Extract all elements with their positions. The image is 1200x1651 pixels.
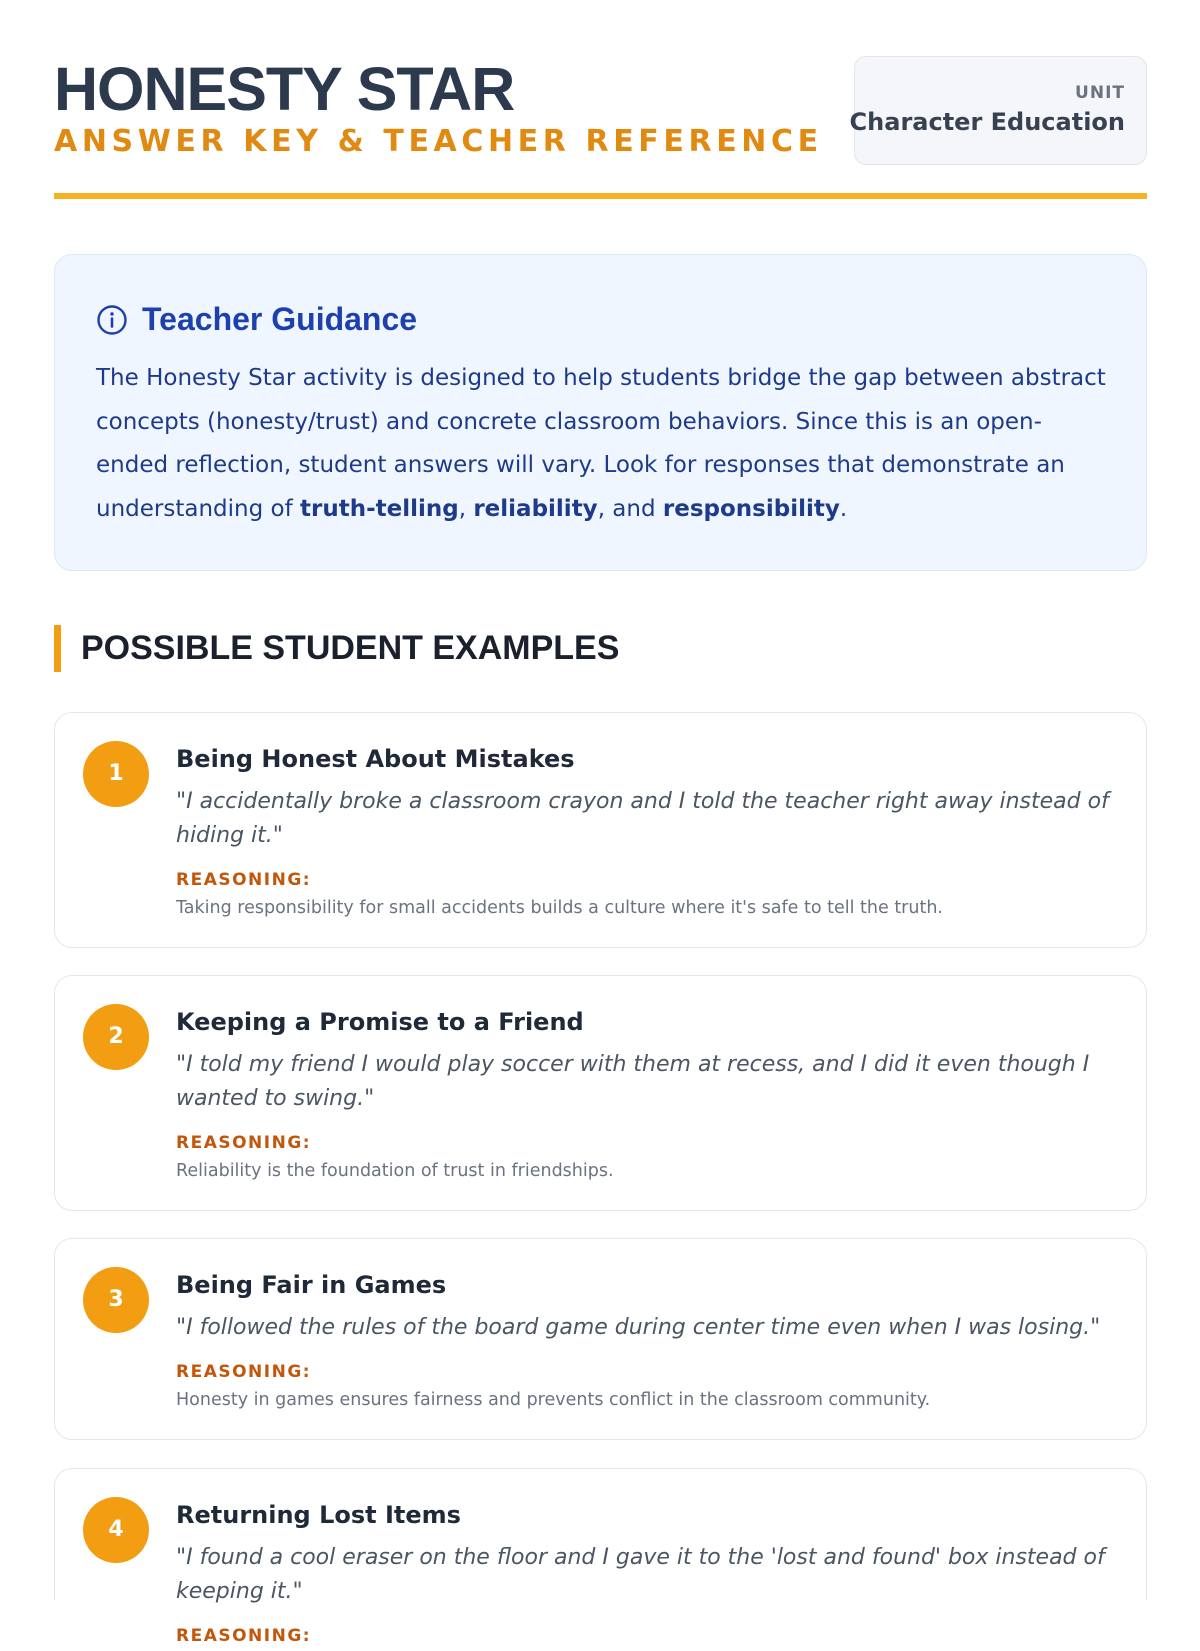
unit-value: Character Education [849, 108, 1125, 136]
teacher-guidance-box [54, 254, 1147, 571]
reasoning-label: REASONING: [176, 870, 312, 890]
guidance-term-responsibility: responsibility [662, 495, 840, 522]
example-card [54, 1238, 1147, 1440]
example-title: Returning Lost Items [176, 1501, 461, 1529]
example-number-badge: 3 [83, 1267, 149, 1333]
example-title: Being Fair in Games [176, 1271, 447, 1299]
reasoning-text: Honesty in games ensures fairness and prevents conflict in the classroom community. [176, 1390, 931, 1410]
reasoning-label: REASONING: [176, 1626, 312, 1646]
guidance-title: Teacher Guidance [142, 301, 418, 337]
guidance-text [96, 357, 1106, 531]
page-subtitle: ANSWER KEY & TEACHER REFERENCE [54, 124, 823, 159]
example-number-badge: 1 [83, 741, 149, 807]
section-heading: POSSIBLE STUDENT EXAMPLES [54, 625, 619, 672]
example-quote: "I accidentally broke a classroom crayon and I told the teacher right away instead of hiding it." [176, 789, 1109, 848]
unit-badge [849, 56, 1147, 165]
example-content [176, 743, 1126, 921]
page-title: HONESTY STAR [54, 55, 515, 123]
header-divider [54, 193, 1147, 199]
example-card [54, 1468, 1147, 1646]
info-icon [96, 304, 128, 336]
reasoning-text: Reliability is the foundation of trust in friendships. [176, 1161, 614, 1181]
example-quote: "I followed the rules of the board game during center time even when I was losing." [176, 1315, 1101, 1340]
guidance-separator: , and [597, 495, 663, 522]
guidance-heading [96, 301, 417, 338]
example-content [176, 1006, 1126, 1184]
example-title: Keeping a Promise to a Friend [176, 1008, 584, 1036]
example-content [176, 1269, 1126, 1413]
example-card [54, 975, 1147, 1211]
example-quote: "I told my friend I would play soccer with them at recess, and I did it even though I wanted to swing." [176, 1052, 1090, 1111]
example-content [176, 1499, 1126, 1651]
guidance-end: . [839, 495, 848, 522]
unit-label: UNIT [1075, 83, 1125, 103]
guidance-intro: The Honesty Star activity is designed to help students bridge the gap between abstract concepts (honesty/trust) and concrete classroom behaviors. Since this is an open-ended reflection, student answers will vary. Look for responses that demonstrate an understanding of [96, 365, 1106, 522]
reasoning-label: REASONING: [176, 1133, 312, 1153]
example-quote: "I found a cool eraser on the floor and I gave it to the 'lost and found' box instead of keeping it." [176, 1545, 1105, 1604]
example-card [54, 712, 1147, 948]
example-number-badge: 2 [83, 1004, 149, 1070]
page-header [54, 0, 1147, 200]
guidance-term-truth-telling: truth-telling [300, 495, 459, 522]
example-title: Being Honest About Mistakes [176, 745, 575, 773]
guidance-term-reliability: reliability [473, 495, 598, 522]
reasoning-label: REASONING: [176, 1362, 312, 1382]
example-number-badge: 4 [83, 1497, 149, 1563]
answer-key-page [54, 0, 1147, 1646]
guidance-separator: , [458, 495, 474, 522]
reasoning-text: Taking responsibility for small accidents builds a culture where it's safe to tell the truth. [176, 898, 943, 918]
